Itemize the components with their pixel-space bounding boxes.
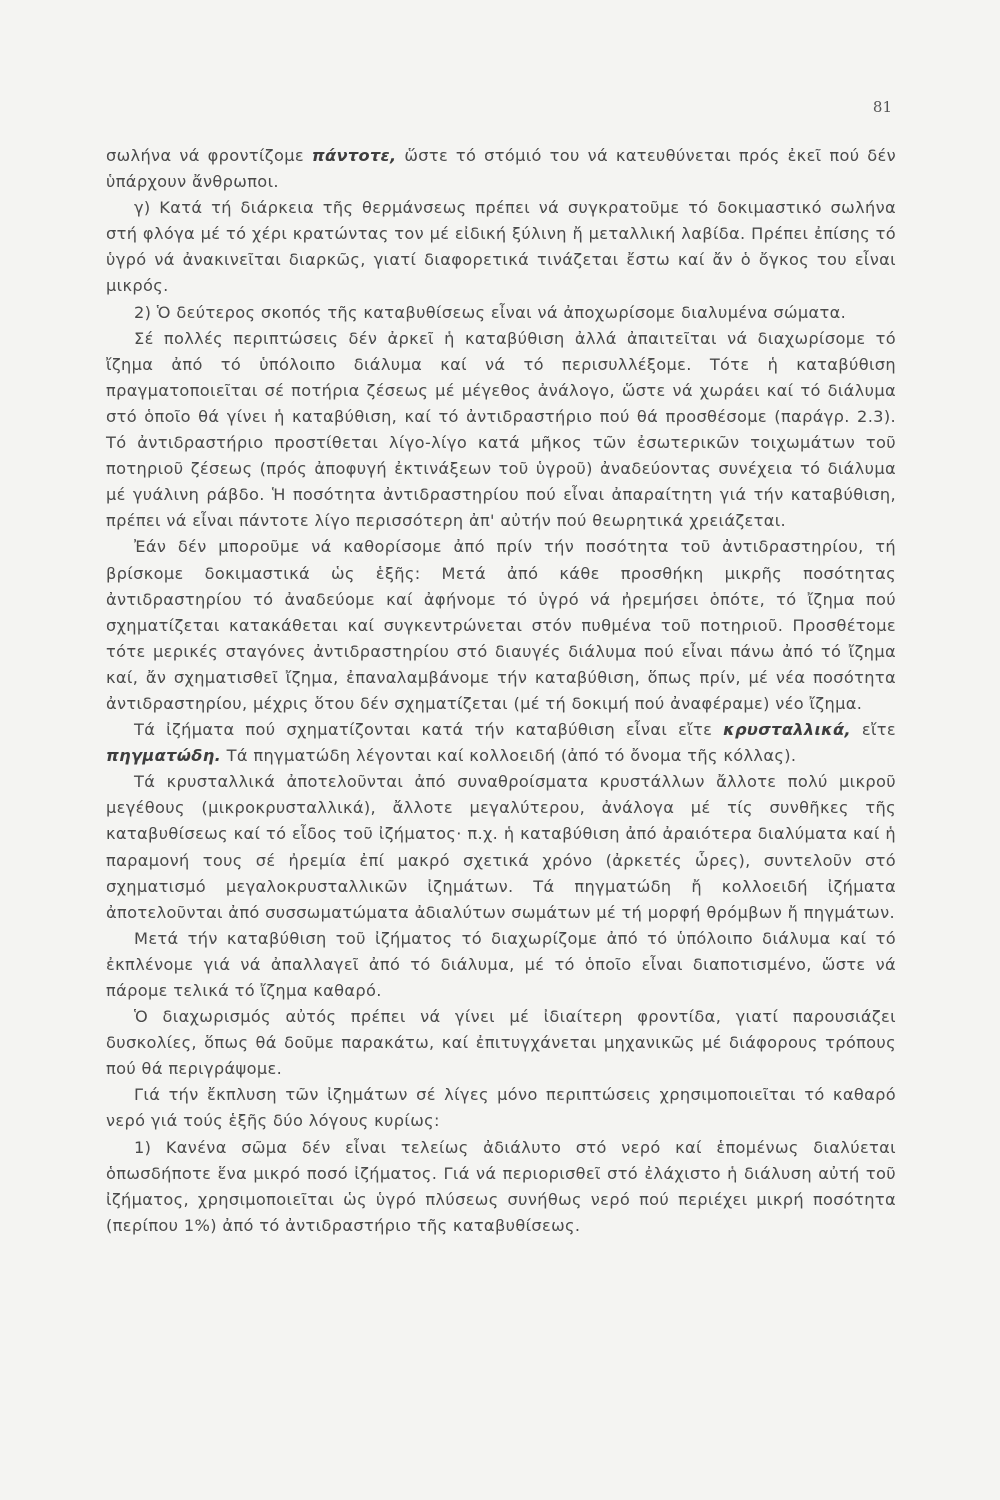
paragraph: Γιά τήν ἔκπλυση τῶν ἰζημάτων σέ λίγες μόνο περιπτώσεις χρησιμοποιεῖται τό καθαρό νερό γιά τούς ἑξῆς δύο λόγους κυρίως: (106, 1085, 896, 1131)
emphasis-text: πάντοτε, (311, 146, 397, 165)
paragraph-text: ὥστε τό στόμιό του νά κατευθύνεται πρός ἐκεῖ πού δέν ὑπάρχουν ἄνθρωποι. (106, 146, 897, 192)
paragraph-text: σωλήνα νά φροντίζομε (106, 146, 312, 165)
paragraph (106, 717, 896, 769)
paragraph-text: εἴτε (850, 720, 896, 740)
paragraph: Σέ πολλές περιπτώσεις δέν ἀρκεῖ ἡ καταβύθιση ἀλλά ἀπαιτεῖται νά διαχωρίσομε τό ἴζημα ἀπό τό ὑπόλοιπο διάλυμα καί νά τό περισυλλέξομε. Τότε ἡ καταβύθιση πραγματοποιεῖται σέ ποτήρια ζέσεως μέ μέγεθος ἀνάλογο, ὥστε νά χωράει καί τό διάλυμα στό ὁποῖο θά γίνει ἡ καταβύθιση, καί τό ἀντιδραστήριο πού θά προσθέσομε (παράγρ. 2.3). Τό ἀντιδραστήριο προστίθεται λίγο-λίγο κατά μῆκος τῶν ἐσωτερικῶν τοιχωμάτων τοῦ ποτηριοῦ ζέσεως (πρός ἀποφυγή ἐκτινάξεων τοῦ ὑγροῦ) ἀναδεύοντας συνέχεια τό διάλυμα μέ γυάλινη ράβδο. Ἡ ποσότητα ἀντιδραστηρίου πού εἶναι ἀπαραίτητη γιά τήν καταβύθιση, πρέπει νά εἶναι πάντοτε λίγο περισσότερη ἀπ' αὐτήν πού θεωρητικά χρειάζεται. (106, 328, 896, 531)
paragraph (106, 143, 896, 195)
emphasis-text: πηγματώδη. (106, 746, 222, 766)
paragraph: Μετά τήν καταβύθιση τοῦ ἰζήματος τό διαχωρίζομε ἀπό τό ὑπόλοιπο διάλυμα καί τό ἐκπλένομε γιά νά ἀπαλλαγεῖ ἀπό τό διάλυμα, μέ τό ὁποῖο εἶναι διαποτισμένο, ὥστε νά πάρομε τελικά τό ἴζημα καθαρό. (106, 928, 896, 1000)
emphasis-text: κρυσταλλικά, (723, 720, 851, 740)
paragraph: Ὁ διαχωρισμός αὐτός πρέπει νά γίνει μέ ἰδιαίτερη φροντίδα, γιατί παρουσιάζει δυσκολίες, ὅπως θά δοῦμε παρακάτω, καί ἐπιτυγχάνεται μηχανικῶς μέ διάφορους τρόπους πού θά περιγράψομε. (106, 1007, 896, 1079)
paragraph-text: Τά ἰζήματα πού σχηματίζονται κατά τήν καταβύθιση εἶναι εἴτε (134, 720, 724, 740)
paragraph: Τά κρυσταλλικά ἀποτελοῦνται ἀπό συναθροίσματα κρυστάλλων ἄλλοτε πολύ μικροῦ μεγέθους (μικροκρυσταλλικά), ἄλλοτε μεγαλύτερου, ἀνάλογα μέ τίς συνθῆκες τῆς καταβυθίσεως καί τό εἶδος τοῦ ἰζήματος· π.χ. ἡ καταβύθιση ἀπό ἀραιότερα διαλύματα καί ἡ παραμονή τους σέ ἠρεμία ἐπί μακρό σχετικά χρόνο (ἀρκετές ὧρες), συντελοῦν στό σχηματισμό μεγαλοκρυσταλλικῶν ἰζημάτων. Τά πηγματώδη ἤ κολλοειδή ἰζήματα ἀποτελοῦνται ἀπό συσσωματώματα ἀδιαλύτων σωμάτων μέ τή μορφή θρόμβων ἤ πηγμάτων. (106, 772, 896, 922)
paragraph: Ἐάν δέν μποροῦμε νά καθορίσομε ἀπό πρίν τήν ποσότητα τοῦ ἀντιδραστηρίου, τή βρίσκομε δοκιμαστικά ὡς ἑξῆς: Μετά ἀπό κάθε προσθήκη μικρῆς ποσότητας ἀντιδραστηρίου τό ἀναδεύομε καί ἀφήνομε τό ὑγρό νά ἠρεμήσει ὁπότε, τό ἴζημα πού σχηματίζεται κατακάθεται καί συγκεντρώνεται στόν πυθμένα τοῦ ποτηριοῦ. Προσθέτομε τότε μερικές σταγόνες ἀντιδραστηρίου στό διαυγές διάλυμα πού εἶναι πάνω ἀπό τό ἴζημα καί, ἄν σχηματισθεῖ ἴζημα, ἐπαναλαμβάνομε τήν καταβύθιση, ὅπως πρίν, μέ νέα ποσότητα ἀντιδραστηρίου, μέχρις ὅτου δέν σχηματίζεται (μέ τή δοκιμή πού ἀναφέραμε) νέο ἴζημα. (106, 537, 896, 713)
page-number: 81 (872, 98, 892, 116)
body-text (106, 143, 896, 1239)
paragraph: 2) Ὁ δεύτερος σκοπός τῆς καταβυθίσεως εἶναι νά ἀποχωρίσομε διαλυμένα σώματα. (134, 302, 847, 322)
paragraph: γ) Κατά τή διάρκεια τῆς θερμάνσεως πρέπει νά συγκρατοῦμε τό δοκιμαστικό σωλήνα στή φλόγα μέ τό χέρι κρατώντας τον μέ εἰδική ξύλινη ἤ μεταλλική λαβίδα. Πρέπει ἐπίσης τό ὑγρό νά ἀνακινεῖται διαρκῶς, γιατί διαφορετικά τινάζεται ἔστω καί ἄν ὁ ὄγκος του εἶναι μικρός. (106, 198, 896, 296)
paragraph: 1) Κανένα σῶμα δέν εἶναι τελείως ἀδιάλυτο στό νερό καί ἑπομένως διαλύεται ὁπωσδήποτε ἕνα μικρό ποσό ἰζήματος. Γιά νά περιορισθεῖ στό ἐλάχιστο ἡ διάλυση αὐτή τοῦ ἰζήματος, χρησιμοποιεῖται ὡς ὑγρό πλύσεως συνήθως νερό πού περιέχει μικρή ποσότητα (περίπου 1%) ἀπό τό ἀντιδραστήριο τῆς καταβυθίσεως. (106, 1137, 896, 1235)
paragraph-text: Τά πηγματώδη λέγονται καί κολλοειδή (ἀπό τό ὄνομα τῆς κόλλας). (221, 746, 797, 766)
